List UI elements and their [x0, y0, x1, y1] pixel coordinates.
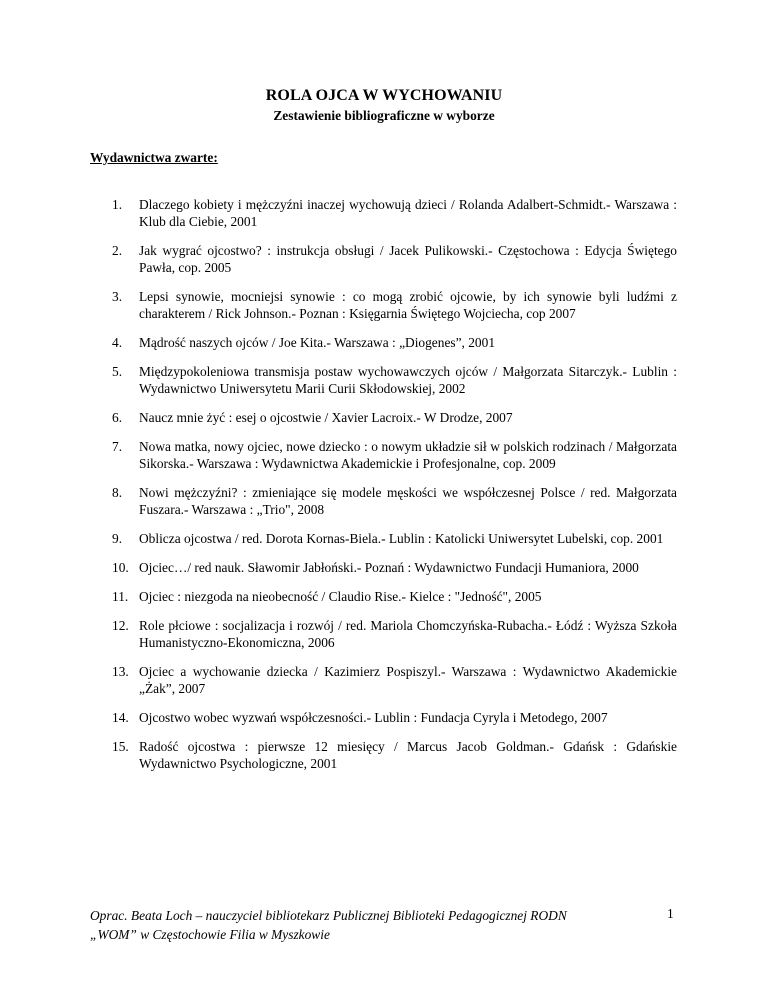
list-item: [112, 409, 677, 426]
footer-line-1: Oprac. Beata Loch – nauczyciel bibliotekarz Publicznej Biblioteki Pedagogicznej RODN: [90, 908, 567, 923]
list-item: [112, 663, 677, 697]
list-item: [112, 334, 677, 351]
list-item: [112, 588, 677, 605]
item-number: 14.: [112, 710, 129, 725]
item-number: 3.: [112, 289, 123, 304]
item-text: Jak wygrać ojcostwo? : instrukcja obsługi / Jacek Pulikowski.- Częstochowa : Edycja Świętego Pawła, cop. 2005: [139, 243, 677, 275]
list-item: [112, 196, 677, 230]
section-heading: Wydawnictwa zwarte:: [90, 150, 218, 165]
list-item: [112, 242, 677, 276]
list-item: [112, 709, 677, 726]
item-text: Ojciec : niezgoda na nieobecność / Claudio Rise.- Kielce : "Jedność", 2005: [139, 589, 542, 604]
item-text: Naucz mnie żyć : esej o ojcostwie / Xavier Lacroix.- W Drodze, 2007: [139, 410, 513, 425]
list-item: [112, 530, 677, 547]
item-text: Radość ojcostwa : pierwsze 12 miesięcy / Marcus Jacob Goldman.- Gdańsk : Gdańskie Wydawnictwo Psychologiczne, 2001: [139, 739, 677, 771]
document-subtitle: Zestawienie bibliograficzne w wyborze: [273, 108, 495, 123]
item-text: Mądrość naszych ojców / Joe Kita.- Warszawa : „Diogenes”, 2001: [139, 335, 496, 350]
item-text: Ojciec a wychowanie dziecka / Kazimierz Pospiszyl.- Warszawa : Wydawnictwo Akademickie „Żak”, 2007: [139, 664, 677, 696]
item-number: 2.: [112, 243, 123, 258]
item-number: 7.: [112, 439, 123, 454]
item-number: 9.: [112, 531, 123, 546]
item-text: Nowi mężczyźni? : zmieniające się modele męskości we współczesnej Polsce / red. Małgorzata Fuszara.- Warszawa : „Trio", 2008: [139, 485, 677, 517]
item-number: 6.: [112, 410, 123, 425]
list-item: [112, 288, 677, 322]
item-number: 12.: [112, 618, 129, 633]
list-item: [112, 738, 677, 772]
item-text: Lepsi synowie, mocniejsi synowie : co mogą zrobić ojcowie, by ich synowie byli ludźmi z charakterem / Rick Johnson.- Poznan : Księgarnia Świętego Wojciecha, cop 2007: [139, 289, 677, 321]
item-number: 10.: [112, 560, 129, 575]
item-text: Ojciec…/ red nauk. Sławomir Jabłoński.- Poznań : Wydawnictwo Fundacji Humaniora, 2000: [139, 560, 639, 575]
list-item: [112, 559, 677, 576]
item-number: 5.: [112, 364, 123, 379]
item-text: Nowa matka, nowy ojciec, nowe dziecko : o nowym układzie sił w polskich rodzinach / Małgorzata Sikorska.- Warszawa : Wydawnictwa Akademickie i Profesjonalne, cop. 2009: [139, 439, 677, 471]
footer-credit: [90, 906, 650, 944]
bibliography-list: [112, 196, 677, 784]
item-text: Role płciowe : socjalizacja i rozwój / red. Mariola Chomczyńska-Rubacha.- Łódź : Wyższa Szkoła Humanistyczno-Ekonomiczna, 2006: [139, 618, 677, 650]
footer-line-2: „WOM” w Częstochowie Filia w Myszkowie: [90, 927, 330, 942]
item-text: Ojcostwo wobec wyzwań współczesności.- Lublin : Fundacja Cyryla i Metodego, 2007: [139, 710, 608, 725]
item-number: 8.: [112, 485, 123, 500]
item-number: 4.: [112, 335, 123, 350]
list-item: [112, 363, 677, 397]
item-text: Oblicza ojcostwa / red. Dorota Kornas-Biela.- Lublin : Katolicki Uniwersytet Lubelski, cop. 2001: [139, 531, 664, 546]
item-number: 11.: [112, 589, 129, 604]
item-text: Międzypokoleniowa transmisja postaw wychowawczych ojców / Małgorzata Sitarczyk.- Lublin : Wydawnictwo Uniwersytetu Marii Curii Skłodowskiej, 2002: [139, 364, 677, 396]
document-title: ROLA OJCA W WYCHOWANIU: [265, 87, 503, 104]
item-number: 15.: [112, 739, 129, 754]
page-number: 1: [667, 906, 674, 921]
item-number: 13.: [112, 664, 129, 679]
list-item: [112, 484, 677, 518]
list-item: [112, 617, 677, 651]
list-item: [112, 438, 677, 472]
item-number: 1.: [112, 197, 123, 212]
item-text: Dlaczego kobiety i mężczyźni inaczej wychowują dzieci / Rolanda Adalbert-Schmidt.- Warszawa : Klub dla Ciebie, 2001: [139, 197, 677, 229]
